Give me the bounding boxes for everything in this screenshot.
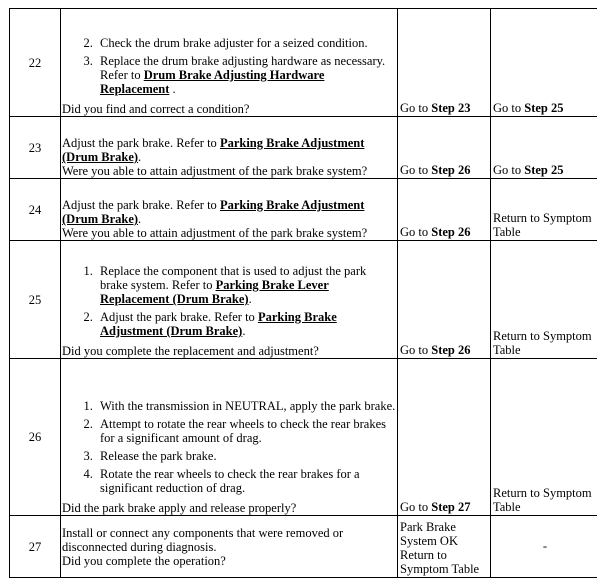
list-item: 2. Attempt to rotate the rear wheels to check the rear brakes for a significant amount of drag. bbox=[96, 417, 396, 445]
yes-cell: Go to Step 27 bbox=[398, 359, 491, 516]
table-row bbox=[10, 359, 597, 516]
no-cell: Go to Step 25 bbox=[491, 117, 597, 179]
yes-cell: Go to Step 26 bbox=[398, 241, 491, 359]
list-item: 3. Replace the drum brake adjusting hardware as necessary. Refer to Drum Brake Adjusting Hardware Replacement . bbox=[96, 54, 396, 96]
question-text: Did you complete the operation? bbox=[62, 553, 226, 568]
parking-brake-adjustment-link[interactable]: Parking Brake Adjustment (Drum Brake) bbox=[100, 310, 337, 338]
step-number: 23 bbox=[10, 117, 61, 179]
yes-cell: Go to Step 23 bbox=[398, 9, 491, 117]
question-text: Did the park brake apply and release properly? bbox=[62, 501, 297, 515]
action-list bbox=[62, 264, 396, 338]
diagnostic-table bbox=[9, 8, 597, 578]
system-ok-return-link[interactable]: Park Brake System OK Return to Symptom Table bbox=[400, 520, 480, 576]
goto-step-link[interactable]: Step 25 bbox=[524, 101, 564, 115]
step-number: 26 bbox=[10, 359, 61, 516]
table-row bbox=[10, 117, 597, 179]
table-row bbox=[10, 179, 597, 241]
table-row bbox=[10, 9, 597, 117]
question-text: Did you find and correct a condition? bbox=[62, 102, 250, 116]
question-text: Were you able to attain adjustment of the park brake system? bbox=[62, 164, 368, 178]
goto-step-link[interactable]: Step 26 bbox=[431, 163, 471, 177]
parking-brake-adjustment-link[interactable]: Parking Brake Adjustment (Drum Brake) bbox=[62, 198, 365, 226]
return-to-symptom-table-link[interactable]: Return to Symptom Table bbox=[493, 211, 592, 239]
list-item: 2. Check the drum brake adjuster for a seized condition. bbox=[96, 36, 396, 50]
action-cell bbox=[61, 9, 398, 117]
list-item: 4. Rotate the rear wheels to check the rear brakes for a significant reduction of drag. bbox=[96, 467, 396, 495]
action-cell bbox=[61, 241, 398, 359]
parking-brake-adjustment-link[interactable]: Parking Brake Adjustment (Drum Brake) bbox=[62, 136, 365, 164]
list-item: 3. Release the park brake. bbox=[96, 449, 396, 463]
step-number: 22 bbox=[10, 9, 61, 117]
step-number: 24 bbox=[10, 179, 61, 241]
table-row bbox=[10, 516, 597, 578]
goto-step-link[interactable]: Step 26 bbox=[431, 343, 471, 357]
no-cell bbox=[491, 241, 597, 359]
goto-step-link[interactable]: Step 25 bbox=[524, 163, 564, 177]
question-text: Did you complete the replacement and adjustment? bbox=[62, 344, 319, 358]
action-cell bbox=[61, 359, 398, 516]
yes-cell: Go to Step 26 bbox=[398, 179, 491, 241]
no-cell bbox=[491, 179, 597, 241]
list-item: 1. Replace the component that is used to adjust the park brake system. Refer to Parking Brake Lever Replacement (Drum Brake). bbox=[96, 264, 396, 306]
goto-step-link[interactable]: Step 26 bbox=[431, 225, 471, 239]
no-cell: - bbox=[491, 516, 597, 578]
goto-step-link[interactable]: Step 23 bbox=[431, 101, 471, 115]
list-item: 2. Adjust the park brake. Refer to Parking Brake Adjustment (Drum Brake). bbox=[96, 310, 396, 338]
action-cell: Install or connect any components that were removed or disconnected during diagnosis. Did you complete the operation? bbox=[61, 516, 398, 578]
question-text: Were you able to attain adjustment of the park brake system? bbox=[62, 226, 368, 240]
step-number: 27 bbox=[10, 516, 61, 578]
return-to-symptom-table-link[interactable]: Return to Symptom Table bbox=[493, 486, 592, 514]
return-to-symptom-table-link[interactable]: Return to Symptom Table bbox=[493, 329, 592, 357]
no-cell: Go to Step 25 bbox=[491, 9, 597, 117]
action-list bbox=[62, 36, 396, 96]
step-number: 25 bbox=[10, 241, 61, 359]
action-cell: Adjust the park brake. Refer to Parking Brake Adjustment (Drum Brake). Were you able to attain adjustment of the park brake system? bbox=[61, 179, 398, 241]
yes-cell bbox=[398, 516, 491, 578]
action-list bbox=[62, 399, 396, 495]
action-cell: Adjust the park brake. Refer to Parking Brake Adjustment (Drum Brake). Were you able to attain adjustment of the park brake system? bbox=[61, 117, 398, 179]
drum-brake-hardware-link[interactable]: Drum Brake Adjusting Hardware Replacement bbox=[100, 68, 325, 96]
yes-cell: Go to Step 26 bbox=[398, 117, 491, 179]
parking-brake-lever-link[interactable]: Parking Brake Lever Replacement (Drum Brake) bbox=[100, 278, 329, 306]
table-row bbox=[10, 241, 597, 359]
list-item: 1. With the transmission in NEUTRAL, apply the park brake. bbox=[96, 399, 396, 413]
no-cell bbox=[491, 359, 597, 516]
goto-step-link[interactable]: Step 27 bbox=[431, 500, 471, 514]
